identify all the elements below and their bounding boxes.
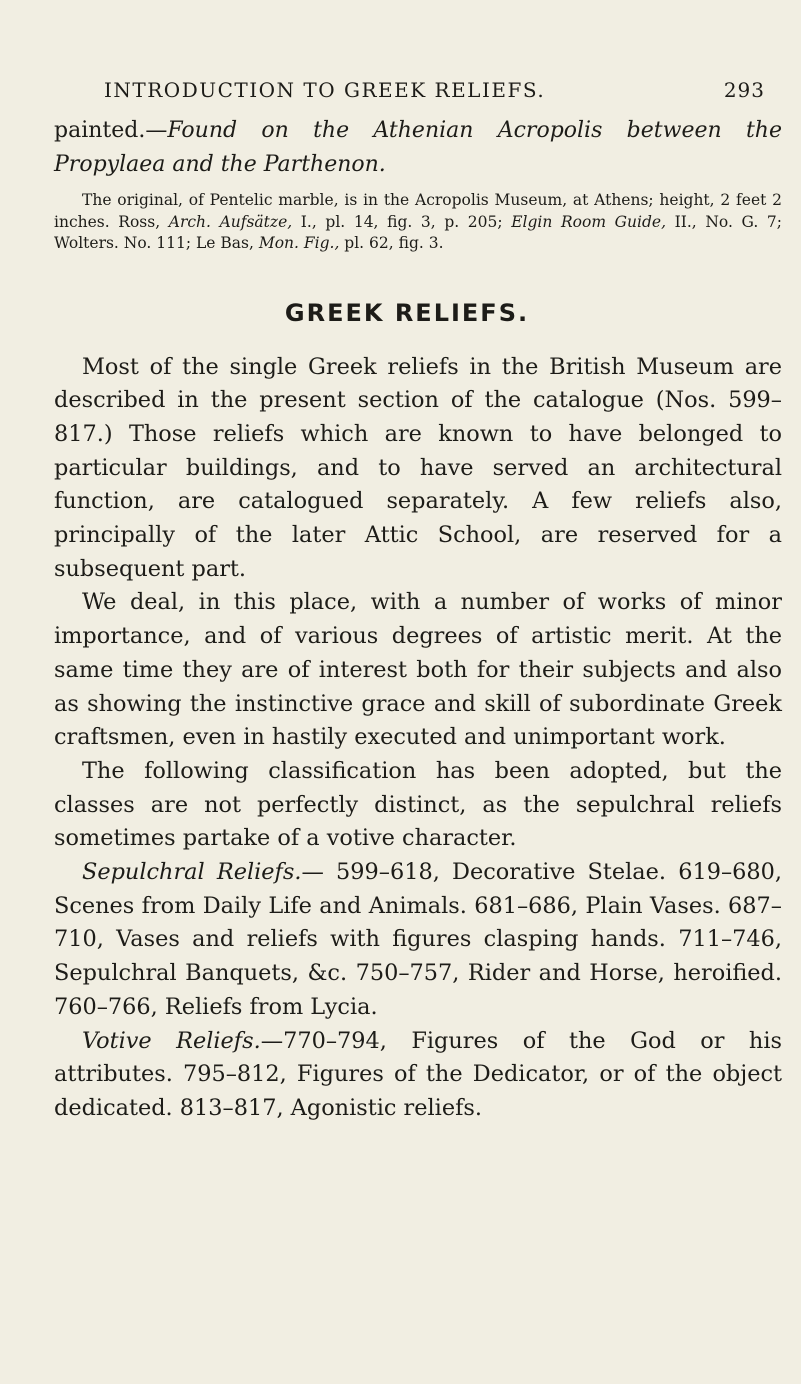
refs-text-4: pl. 62, fig. 3. xyxy=(339,234,444,252)
refs-text-2: I., pl. 14, fig. 3, p. 205; xyxy=(292,212,512,231)
refs-title-2: Elgin Room Guide, xyxy=(511,212,666,231)
lead-findspot: Found on the Athenian Acropolis between the Propylaea and the Parthenon. xyxy=(54,118,782,177)
votive-text: —770–794, Figures of the God or his attributes. 795–812, Figures of the Dedicator, or of the object dedicated. 813–817, Agonistic reliefs. xyxy=(54,1027,782,1121)
lead-prefix: painted.— xyxy=(54,118,168,143)
lead-paragraph xyxy=(54,114,782,182)
running-head-title: INTRODUCTION TO GREEK RELIEFS. xyxy=(104,78,546,102)
bibliographic-references xyxy=(54,190,782,255)
body-paragraph-2: We deal, in this place, with a number of works of minor importance, and of various degrees of artistic merit. At the same time they are of interest both for their subjects and also as showing the instinctive grace and skill of subordinate Greek craftsmen, even in hastily executed and unimportant work. xyxy=(54,589,782,751)
section-heading: GREEK RELIEFS. xyxy=(284,298,530,327)
page-number: 293 xyxy=(723,78,765,102)
refs-text-1: The original, of Pentelic marble, is in the Acropolis Museum, at Athens; height, 2 feet 2 inches. Ross, xyxy=(54,191,782,231)
book-page xyxy=(54,78,782,1126)
classification-sepulchral xyxy=(54,856,782,1025)
refs-text-3: II., No. G. 7; Wolters. No. 111; Le Bas, xyxy=(54,212,782,252)
votive-label: Votive Reliefs. xyxy=(82,1027,261,1054)
classification-votive xyxy=(54,1025,782,1126)
sepulchral-label: Sepulchral Reliefs. xyxy=(82,859,302,886)
body-paragraph-1: Most of the single Greek reliefs in the British Museum are described in the present section of the catalogue (Nos. 599–817.) Those reliefs which are known to have belonged to particular buildings, and to have served an architectural function, are catalogued separately. A few reliefs also, principally of the later Attic School, are reserved for a subsequent part. xyxy=(54,353,782,582)
refs-title-1: Arch. Aufsätze, xyxy=(168,212,293,231)
refs-title-3: Mon. Fig., xyxy=(258,234,340,252)
body-paragraph-3: The following classification has been adopted, but the classes are not perfectly distinct, as the sepulchral reliefs sometimes partake of a votive character. xyxy=(54,757,782,852)
sepulchral-text: — 599–618, Decorative Stelae. 619–680, Scenes from Daily Life and Animals. 681–686, Plain Vases. 687–710, Vases and reliefs with figures clasping hands. 711–746, Sepulchral Banquets, &c. 750–757, Rider and Horse, heroified. 760–766, Reliefs from Lycia. xyxy=(54,859,782,1020)
running-head xyxy=(54,78,782,108)
